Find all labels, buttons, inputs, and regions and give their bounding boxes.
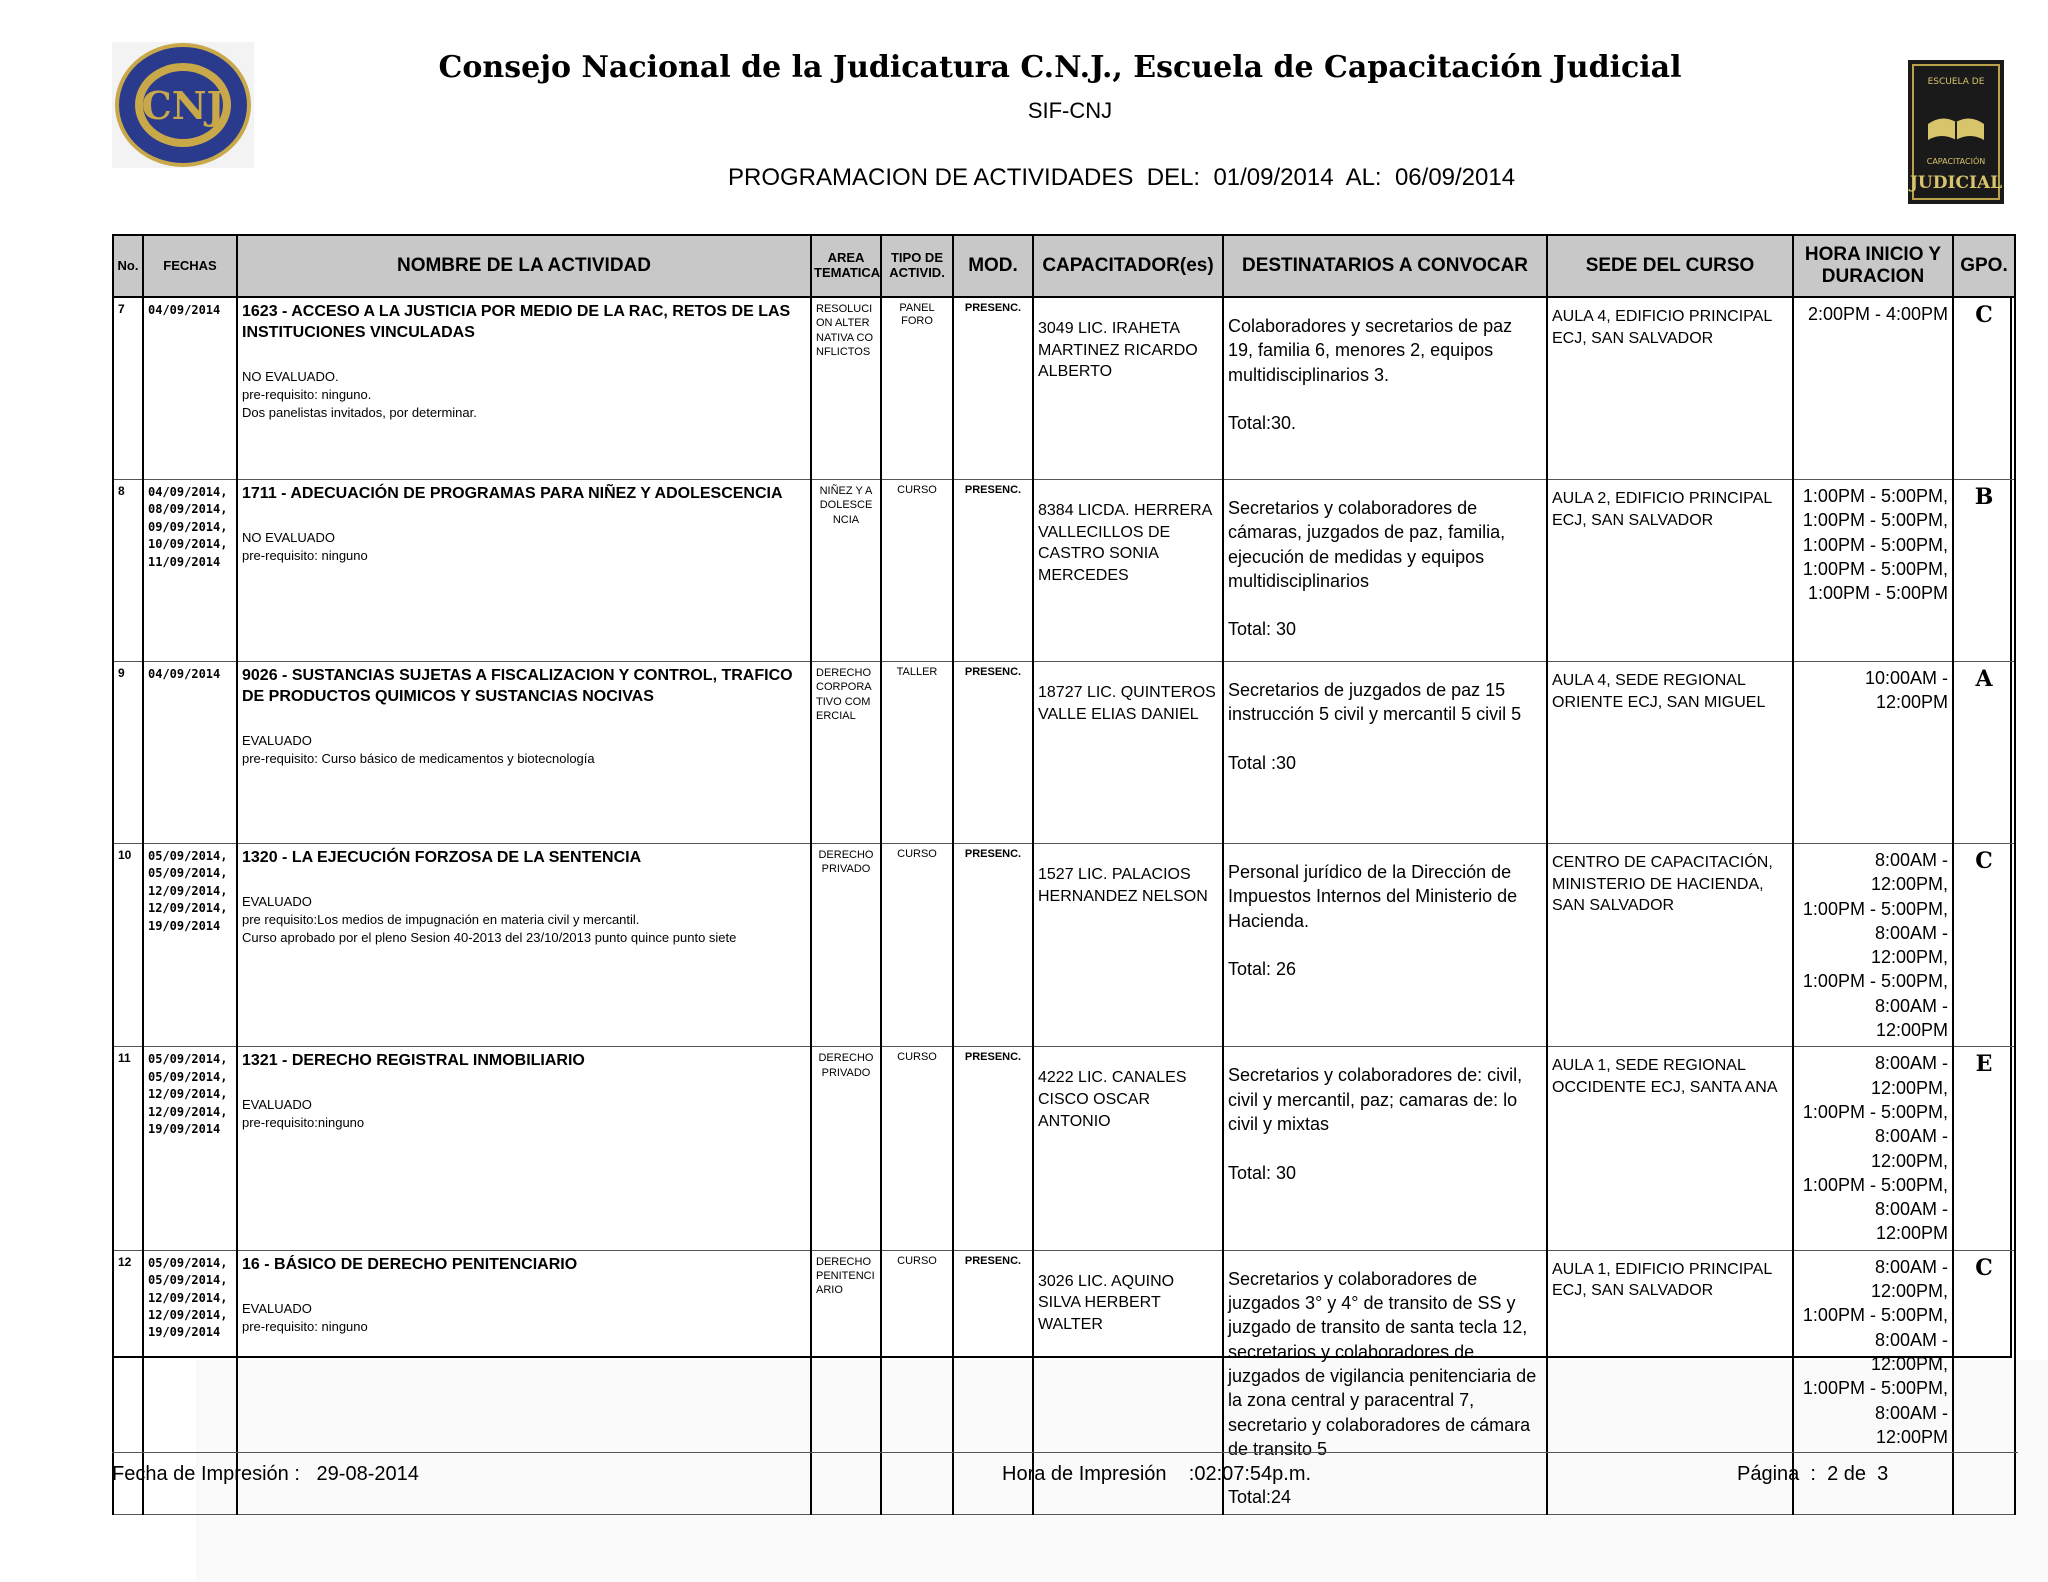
print-date-value: 29-08-2014 bbox=[316, 1463, 419, 1485]
page-of-label: de bbox=[1843, 1463, 1867, 1485]
cell-nombre bbox=[237, 1047, 811, 1250]
period-label: PROGRAMACION DE ACTIVIDADES DEL: bbox=[728, 164, 1201, 191]
activities-table bbox=[112, 234, 2016, 1515]
activity-name: 1321 - DERECHO REGISTRAL INMOBILIARIO bbox=[242, 1052, 585, 1070]
print-time bbox=[1002, 1463, 1311, 1486]
cell-capacitador: 4222 LIC. CANALES CISCO OSCAR ANTONIO bbox=[1033, 1047, 1223, 1250]
svg-text:CNJ: CNJ bbox=[141, 83, 225, 128]
cell-area: DERECHO PENITENCIARIO bbox=[811, 1250, 881, 1514]
cell-fechas: 04/09/2014 bbox=[143, 297, 237, 480]
table-row bbox=[113, 297, 2015, 480]
cell-gpo: B bbox=[1953, 480, 2015, 662]
cell-tipo: PANEL FORO bbox=[881, 297, 953, 480]
cell-area: DERECHO CORPORATIVO COMERCIAL bbox=[811, 662, 881, 844]
cell-tipo: CURSO bbox=[881, 480, 953, 662]
footer-divider bbox=[112, 1452, 2018, 1453]
cell-destinatarios: Secretarios de juzgados de paz 15 instrucción 5 civil y mercantil 5 civil 5 Total :30 bbox=[1223, 662, 1547, 844]
table-header-row bbox=[113, 235, 2015, 297]
svg-text:CAPACITACIÓN: CAPACITACIÓN bbox=[1926, 157, 1986, 166]
period-to-label: AL: bbox=[1345, 164, 1382, 191]
cell-mod: PRESENC. bbox=[953, 844, 1033, 1047]
cell-mod: PRESENC. bbox=[953, 297, 1033, 480]
cell-nombre bbox=[237, 297, 811, 480]
cell-hora: 8:00AM - 12:00PM, 1:00PM - 5:00PM, 8:00AM - 12:00PM, 1:00PM - 5:00PM, 8:00AM - 12:00PM bbox=[1793, 844, 1953, 1047]
cell-sede: AULA 2, EDIFICIO PRINCIPAL ECJ, SAN SALVADOR bbox=[1547, 480, 1793, 662]
page-number bbox=[1737, 1463, 1888, 1486]
print-date bbox=[112, 1463, 419, 1486]
cell-gpo: E bbox=[1953, 1047, 2015, 1250]
activity-name: 1320 - LA EJECUCIÓN FORZOSA DE LA SENTENCIA bbox=[242, 849, 642, 866]
svg-text:JUDICIAL: JUDICIAL bbox=[1909, 173, 2003, 193]
cell-hora: 8:00AM - 12:00PM, 1:00PM - 5:00PM, 8:00AM - 12:00PM, 1:00PM - 5:00PM, 8:00AM - 12:00PM bbox=[1793, 1250, 1953, 1514]
cell-area: DERECHO PRIVADO bbox=[811, 844, 881, 1047]
cell-no: 11 bbox=[113, 1047, 143, 1250]
col-header-mod: MOD. bbox=[953, 235, 1033, 297]
col-header-destinatarios: DESTINATARIOS A CONVOCAR bbox=[1223, 235, 1547, 297]
cell-no: 8 bbox=[113, 480, 143, 662]
cell-destinatarios: Secretarios y colaboradores de juzgados 3° y 4° de transito de SS y juzgado de transito de santa tecla 12, secretarios y colaboradores de juzgados de vigilancia penitenciaria de la zona central y paracentral 7, secretario y colaboradores de cámara de transito 5 Total:24 bbox=[1223, 1250, 1547, 1514]
col-header-nombre: NOMBRE DE LA ACTIVIDAD bbox=[237, 235, 811, 297]
cell-mod: PRESENC. bbox=[953, 1250, 1033, 1514]
print-date-label: Fecha de Impresión : bbox=[112, 1463, 300, 1485]
period-line bbox=[728, 164, 1515, 192]
cell-no: 10 bbox=[113, 844, 143, 1047]
cell-capacitador: 3026 LIC. AQUINO SILVA HERBERT WALTER bbox=[1033, 1250, 1223, 1514]
activity-notes: EVALUADO pre-requisito: Curso básico de medicamentos y biotecnología bbox=[242, 732, 595, 766]
cell-destinatarios: Colaboradores y secretarios de paz 19, familia 6, menores 2, equipos multidisciplinarios 3. Total:30. bbox=[1223, 297, 1547, 480]
cell-sede: AULA 4, SEDE REGIONAL ORIENTE ECJ, SAN MIGUEL bbox=[1547, 662, 1793, 844]
cell-hora: 2:00PM - 4:00PM bbox=[1793, 297, 1953, 480]
page-total: 3 bbox=[1877, 1463, 1889, 1485]
document-subtitle: SIF-CNJ bbox=[1027, 98, 1113, 123]
cell-sede: AULA 4, EDIFICIO PRINCIPAL ECJ, SAN SALVADOR bbox=[1547, 297, 1793, 480]
activity-notes: EVALUADO pre-requisito:ninguno bbox=[242, 1097, 365, 1131]
cell-gpo: C bbox=[1953, 1250, 2015, 1514]
cell-nombre bbox=[237, 480, 811, 662]
col-header-area: AREA TEMATICA bbox=[811, 235, 881, 297]
cell-capacitador: 3049 LIC. IRAHETA MARTINEZ RICARDO ALBERTO bbox=[1033, 297, 1223, 480]
print-time-label: Hora de Impresión bbox=[1002, 1463, 1167, 1485]
col-header-hora: HORA INICIO Y DURACION bbox=[1793, 235, 1953, 297]
col-header-fechas: FECHAS bbox=[143, 235, 237, 297]
activity-notes: NO EVALUADO pre-requisito: ninguno bbox=[242, 529, 368, 563]
col-header-sede: SEDE DEL CURSO bbox=[1547, 235, 1793, 297]
col-header-no: No. bbox=[113, 235, 143, 297]
cell-hora: 8:00AM - 12:00PM, 1:00PM - 5:00PM, 8:00AM - 12:00PM, 1:00PM - 5:00PM, 8:00AM - 12:00PM bbox=[1793, 1047, 1953, 1250]
col-header-gpo: GPO. bbox=[1953, 235, 2015, 297]
cell-destinatarios: Secretarios y colaboradores de cámaras, juzgados de paz, familia, ejecución de medidas y equipos multidisciplinarios Total: 30 bbox=[1223, 480, 1547, 662]
activity-name: 9026 - SUSTANCIAS SUJETAS A FISCALIZACION Y CONTROL, TRAFICO DE PRODUCTOS QUIMICOS Y SUSTANCIAS NOCIVAS bbox=[242, 667, 793, 705]
cell-gpo: C bbox=[1953, 297, 2015, 480]
activity-notes: NO EVALUADO. pre-requisito: ninguno. Dos panelistas invitados, por determinar. bbox=[242, 368, 477, 420]
cell-mod: PRESENC. bbox=[953, 1047, 1033, 1250]
svg-text:ESCUELA DE: ESCUELA DE bbox=[1927, 77, 1985, 87]
activity-notes: EVALUADO pre requisito:Los medios de impugnación en materia civil y mercantil. Curso aprobado por el pleno Sesion 40-2013 del 23/10/2013 punto quince punto siete bbox=[242, 893, 737, 946]
cell-tipo: TALLER bbox=[881, 662, 953, 844]
page-label: Página : bbox=[1737, 1463, 1816, 1485]
cell-destinatarios: Secretarios y colaboradores de: civil, civil y mercantil, paz; camaras de: lo civil y mixtas Total: 30 bbox=[1223, 1047, 1547, 1250]
cell-sede: CENTRO DE CAPACITACIÓN, MINISTERIO DE HACIENDA, SAN SALVADOR bbox=[1547, 844, 1793, 1047]
cell-fechas: 05/09/2014, 05/09/2014, 12/09/2014, 12/09/2014, 19/09/2014 bbox=[143, 844, 237, 1047]
activity-name: 16 - BÁSICO DE DERECHO PENITENCIARIO bbox=[242, 1255, 578, 1273]
cell-capacitador: 8384 LICDA. HERRERA VALLECILLOS DE CASTRO SONIA MERCEDES bbox=[1033, 480, 1223, 662]
cell-fechas: 05/09/2014, 05/09/2014, 12/09/2014, 12/09/2014, 19/09/2014 bbox=[143, 1047, 237, 1250]
document-title: Consejo Nacional de la Judicatura C.N.J., Escuela de Capacitación Judicial bbox=[438, 50, 1682, 85]
print-time-value: :02:07:54p.m. bbox=[1188, 1463, 1312, 1485]
period-from: 01/09/2014 bbox=[1213, 164, 1334, 191]
cell-area: NIÑEZ Y ADOLESCENCIA bbox=[811, 480, 881, 662]
activity-name: 1623 - ACCESO A LA JUSTICIA POR MEDIO DE LA RAC, RETOS DE LAS INSTITUCIONES VINCULADAS bbox=[242, 303, 791, 341]
table-row bbox=[113, 1047, 2015, 1250]
activity-notes: EVALUADO pre-requisito: ninguno bbox=[242, 1300, 368, 1334]
cell-hora: 1:00PM - 5:00PM, 1:00PM - 5:00PM, 1:00PM - 5:00PM, 1:00PM - 5:00PM, 1:00PM - 5:00PM bbox=[1793, 480, 1953, 662]
cell-area: RESOLUCION ALTERNATIVA CONFLICTOS bbox=[811, 297, 881, 480]
cell-mod: PRESENC. bbox=[953, 662, 1033, 844]
cell-destinatarios: Personal jurídico de la Dirección de Impuestos Internos del Ministerio de Hacienda. Total: 26 bbox=[1223, 844, 1547, 1047]
page-current: 2 bbox=[1827, 1463, 1839, 1485]
table-row bbox=[113, 662, 2015, 844]
cell-gpo: A bbox=[1953, 662, 2015, 844]
cell-capacitador: 1527 LIC. PALACIOS HERNANDEZ NELSON bbox=[1033, 844, 1223, 1047]
col-header-capacitador: CAPACITADOR(es) bbox=[1033, 235, 1223, 297]
cell-sede: AULA 1, SEDE REGIONAL OCCIDENTE ECJ, SANTA ANA bbox=[1547, 1047, 1793, 1250]
activity-name: 1711 - ADECUACIÓN DE PROGRAMAS PARA NIÑEZ Y ADOLESCENCIA bbox=[242, 485, 783, 502]
cell-hora: 10:00AM - 12:00PM bbox=[1793, 662, 1953, 844]
cell-tipo: CURSO bbox=[881, 844, 953, 1047]
cell-fechas: 04/09/2014, 08/09/2014, 09/09/2014, 10/09/2014, 11/09/2014 bbox=[143, 480, 237, 662]
cell-nombre bbox=[237, 844, 811, 1047]
cell-no: 9 bbox=[113, 662, 143, 844]
cell-fechas: 05/09/2014, 05/09/2014, 12/09/2014, 12/09/2014, 19/09/2014 bbox=[143, 1250, 237, 1514]
cell-mod: PRESENC. bbox=[953, 480, 1033, 662]
cell-gpo: C bbox=[1953, 844, 2015, 1047]
period-to: 06/09/2014 bbox=[1394, 164, 1516, 191]
cell-tipo: CURSO bbox=[881, 1250, 953, 1514]
cell-sede: AULA 1, EDIFICIO PRINCIPAL ECJ, SAN SALVADOR bbox=[1547, 1250, 1793, 1514]
cell-area: DERECHO PRIVADO bbox=[811, 1047, 881, 1250]
table-row bbox=[113, 480, 2015, 662]
cell-tipo: CURSO bbox=[881, 1047, 953, 1250]
col-header-tipo: TIPO DE ACTIVID. bbox=[881, 235, 953, 297]
cell-no: 12 bbox=[113, 1250, 143, 1514]
table-row bbox=[113, 844, 2015, 1047]
cell-capacitador: 18727 LIC. QUINTEROS VALLE ELIAS DANIEL bbox=[1033, 662, 1223, 844]
cell-no: 7 bbox=[113, 297, 143, 480]
cell-nombre bbox=[237, 662, 811, 844]
cell-fechas: 04/09/2014 bbox=[143, 662, 237, 844]
